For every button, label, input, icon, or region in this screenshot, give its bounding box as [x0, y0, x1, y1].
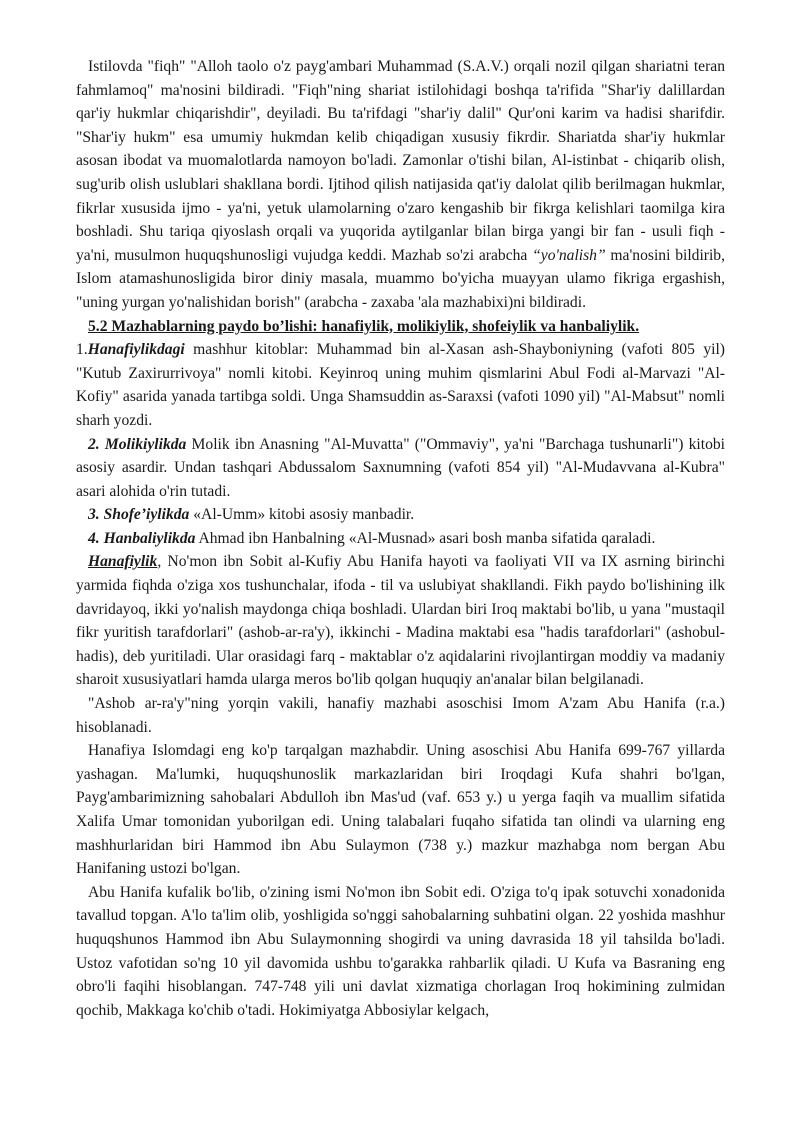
- term-label: 3. Shofe’iylikda: [88, 506, 190, 524]
- term-label: 2. Molikiylikda: [88, 435, 187, 453]
- term-label: Hanafiylikdagi: [87, 341, 185, 359]
- paragraph-text: , No'mon ibn Sobit al-Kufiy Abu Hanifa hayoti va faoliyati VII va IX asrning birinchi yarmida fiqhda o'ziga xos tushunchalar, ifoda - til va uslubiyat shakllandi. Fikh paydo bo'lishining ilk davridayoq, ikki yo'nalish maydonga chiqa boshladi. Ulardan biri Iroq maktabi bo'lib, u yana "mustaqil fikr yuritish tarafdorlari" (ashob-ar-ra'y), ikkinchi - Madina maktabi esa "hadis tarafdorlari" (ashobul-hadis), deb yuritiladi. Ular orasidagi farq - maktablar o'z aqidalarini rivojlantirgan moddiy va madaniy sharoit xususiyatlari hamda ularga meros bo'lib qolgan huquqiy an'analar bilan belgilanadi.: [76, 553, 725, 689]
- section-heading-text: 5.2 Mazhablarning paydo bo’lishi: hanafiylik, molikiylik, shofeiylik va hanbaliylik.: [88, 317, 640, 335]
- paragraph-hanafiylik: [76, 550, 725, 692]
- paragraph-hanbali-books: [76, 527, 725, 551]
- paragraph-ashob-ar-ray: [76, 692, 725, 739]
- quoted-term: “yo'nalish”: [532, 246, 606, 264]
- paragraph-text: Molik ibn Anasning "Al-Muvatta" ("Ommaviy", ya'ni "Barchaga tushunarli") kitobi asosiy asardir. Undan tashqari Abdussalom Saxnumning (vafoti 854 yil) "Al-Mudavvana al-Kubra" asari alohida o'rin tutadi.: [76, 435, 726, 500]
- paragraph-text: «Al-Umm» kitobi asosiy manbadir.: [189, 506, 415, 524]
- paragraph-text: Istilovda "fiqh" "Alloh taolo o'z payg'ambari Muhammad (S.A.V.) orqali nozil qilgan shariatni teran fahmlamoq" ma'nosini bildiradi. "Fiqh"ning shariat istilohidagi boshqa ta'rifida "Shar'iy dalillardan qar'iy hukmlar chiqarishdir", deyiladi. Bu ta'rifdagi "shar'iy dalil" Qur'oni karim va hadisi sharifdir. "Shar'iy hukm" esa umumiy hukmdan kelib chiqadigan xususiy fikrdir. Shariatda shar'iy hukmlar asosan ibodat va muomalotlarda namoyon bo'ladi. Zamonlar o'tishi bilan, Al-istinbat - chiqarib olish, sug'urib olish uslublari shakllana bordi. Ijtihod qilish natijasida qat'iy dalolat qilib berilmagan hukmlar, fikrlar xususida ijmo - ya'ni, yetuk ulamolarning o'zaro kengashib bir fikrga kelishlari taomilga kira boshladi. Shu tariqa qiyoslash orqali va yuqorida aytilganlar bilan birga yangi bir fan - usuli fiqh - ya'ni, musulmon huquqshunosligi vujudga keddi. Mazhab so'zi arabcha: [76, 58, 725, 264]
- paragraph-text: Abu Hanifa kufalik bo'lib, o'zining ismi No'mon ibn Sobit edi. O'ziga to'q ipak sotuvchi xonadonida tavallud topgan. A'lo ta'lim olib, yoshligida so'nggi sahobalarning suhbatini olgan. 22 yoshida mashhur huquqshunos Hammod ibn Abu Sulaymonning shogirdi va uning davrasida 18 yil tahsilda bo'ladi. Ustoz vafotidan so'ng 10 yil davomida ushbu to'garakka rahbarlik qiladi. U Kufa va Basraning eng obro'li faqihi hisoblangan. 747-748 yili uni davlat xizmatiga chorlagan Iroq hokimining zulmidan qochib, Makkaga ko'chib o'tadi. Hokimiyatga Abbosiylar kelgach,: [76, 883, 725, 1019]
- paragraph-maliki-books: [76, 433, 725, 504]
- paragraph-text: Hanafiya Islomdagi eng ko'p tarqalgan mazhabdir. Uning asoschisi Abu Hanifa 699-767 yillarda yashagan. Ma'lumki, huquqshunoslik markazlaridan biri Iroqdagi Kufa shahri bo'lgan, Payg'ambarimizning sahobalari Abdulloh ibn Mas'ud (vaf. 653 y.) u yerga faqih va muallim sifatida Xalifa Umar tomonidan yuborilgan edi. Uning talabalari fuqaho sifatida tan olindi va ularning eng mashhurlaridan biri Hammod ibn Abu Sulaymon (738 y.) mazkur mazhabga nom bergan Abu Hanifaning ustozi bo'lgan.: [76, 742, 725, 878]
- paragraph-fiqh-definition: [76, 55, 725, 315]
- paragraph-text: ma'nosini bildirib, Islom atamashunosligida biror diniy masala, muammo bo'yicha muayyan ulamo fikriga ergashish, "uning yurgan yo'nalishidan borish" (arabcha - zaxaba 'ala mazhabixi)ni bildiradi.: [76, 246, 726, 311]
- paragraph-shafii-books: [76, 503, 725, 527]
- document-page: [76, 55, 725, 1022]
- section-heading: [76, 315, 725, 339]
- term-label: Hanafiylik: [88, 553, 158, 571]
- term-label: 4. Hanbaliylikda: [88, 529, 196, 547]
- paragraph-text: Ahmad ibn Hanbalning «Al-Musnad» asari bosh manba sifatida qaraladi.: [195, 529, 656, 547]
- paragraph-hanafi-books: [76, 338, 725, 432]
- paragraph-text: "Ashob ar-ra'y"ning yorqin vakili, hanafiy mazhabi asoschisi Imom A'zam Abu Hanifa (r.a.) hisoblanadi.: [76, 695, 725, 736]
- paragraph-abu-hanifa: [76, 881, 725, 1023]
- paragraph-hanafiya: [76, 739, 725, 881]
- paragraph-text: mashhur kitoblar: Muhammad bin al-Xasan ash-Shayboniyning (vafoti 805 yil) "Kutub Zaxirurrivoya" nomli kitobi. Keyinroq uning muhim qismlarini Abul Fodi al-Marvazi "Al-Kofiy" asarida yanada tartibga soldi. Unga Shamsuddin as-Saraxsi (vafoti 1090 yil) "Al-Mabsut" nomli sharh yozdi.: [76, 341, 725, 429]
- list-number: 1.: [76, 341, 88, 359]
